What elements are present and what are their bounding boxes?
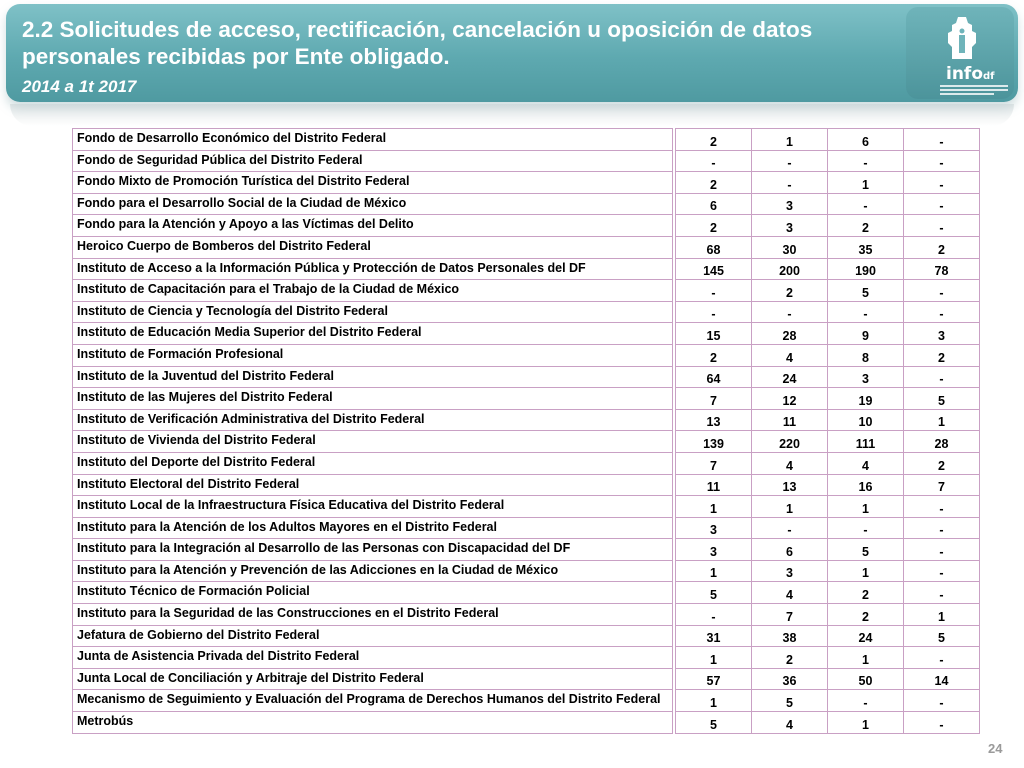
value-cell: - — [904, 215, 980, 237]
value-cell: 14 — [904, 668, 980, 690]
value-cell: - — [904, 647, 980, 669]
entity-name-cell: Fondo para el Desarrollo Social de la Ciudad de México — [73, 193, 673, 215]
entity-name-cell: Heroico Cuerpo de Bomberos del Distrito Federal — [73, 236, 673, 258]
value-cell: 3 — [676, 517, 752, 539]
value-cell: 5 — [752, 690, 828, 712]
value-cell: 68 — [676, 236, 752, 258]
table-row — [73, 582, 980, 604]
value-cell: - — [904, 539, 980, 561]
value-cell: 10 — [828, 409, 904, 431]
value-cell: 2 — [676, 129, 752, 151]
entity-name-cell: Fondo Mixto de Promoción Turística del Distrito Federal — [73, 172, 673, 194]
logo-fine-print — [940, 85, 1008, 97]
value-cell: 1 — [676, 496, 752, 518]
value-cell: 2 — [828, 604, 904, 626]
value-cell: 3 — [676, 539, 752, 561]
logo-wordmark: infodf — [946, 64, 995, 84]
value-cell: - — [828, 690, 904, 712]
table-row — [73, 625, 980, 647]
value-cell: 1 — [676, 560, 752, 582]
value-cell: 3 — [752, 193, 828, 215]
value-cell: 57 — [676, 668, 752, 690]
table-row — [73, 690, 980, 712]
value-cell: 28 — [904, 431, 980, 453]
value-cell: 28 — [752, 323, 828, 345]
table-row — [73, 366, 980, 388]
table-row — [73, 560, 980, 582]
value-cell: - — [676, 604, 752, 626]
value-cell: - — [904, 129, 980, 151]
value-cell: 1 — [828, 560, 904, 582]
entity-name-cell: Instituto para la Atención de los Adultos Mayores en el Distrito Federal — [73, 517, 673, 539]
value-cell: - — [752, 172, 828, 194]
value-cell: 2 — [676, 344, 752, 366]
entity-name-cell: Metrobús — [73, 712, 673, 734]
entity-name-cell: Fondo de Seguridad Pública del Distrito Federal — [73, 150, 673, 172]
table-row — [73, 150, 980, 172]
entity-name-cell: Instituto Local de la Infraestructura Física Educativa del Distrito Federal — [73, 496, 673, 518]
table-row — [73, 496, 980, 518]
value-cell: 7 — [676, 388, 752, 410]
value-cell: 24 — [828, 625, 904, 647]
table-row — [73, 474, 980, 496]
page-number: 24 — [988, 741, 1003, 756]
value-cell: 1 — [828, 496, 904, 518]
value-cell: 5 — [676, 582, 752, 604]
table-row — [73, 129, 980, 151]
value-cell: 11 — [676, 474, 752, 496]
value-cell: 200 — [752, 258, 828, 280]
value-cell: 5 — [904, 388, 980, 410]
value-cell: 1 — [752, 129, 828, 151]
value-cell: 1 — [828, 647, 904, 669]
value-cell: 111 — [828, 431, 904, 453]
entity-name-cell: Instituto de la Juventud del Distrito Federal — [73, 366, 673, 388]
info-df-logo — [906, 7, 1014, 99]
table-row — [73, 452, 980, 474]
value-cell: 36 — [752, 668, 828, 690]
entity-name-cell: Fondo de Desarrollo Económico del Distrito Federal — [73, 129, 673, 151]
value-cell: 6 — [828, 129, 904, 151]
table-row — [73, 172, 980, 194]
entity-name-cell: Instituto Técnico de Formación Policial — [73, 582, 673, 604]
value-cell: 1 — [828, 712, 904, 734]
table-row — [73, 193, 980, 215]
value-cell: 12 — [752, 388, 828, 410]
value-cell: 2 — [752, 280, 828, 302]
value-cell: 9 — [828, 323, 904, 345]
table-row — [73, 409, 980, 431]
value-cell: - — [752, 301, 828, 323]
table-row — [73, 647, 980, 669]
value-cell: 7 — [676, 452, 752, 474]
value-cell: - — [904, 280, 980, 302]
entity-name-cell: Instituto de las Mujeres del Distrito Federal — [73, 388, 673, 410]
value-cell: 2 — [904, 452, 980, 474]
entity-name-cell: Jefatura de Gobierno del Distrito Federal — [73, 625, 673, 647]
value-cell: 2 — [676, 172, 752, 194]
value-cell: 7 — [752, 604, 828, 626]
value-cell: 38 — [752, 625, 828, 647]
value-cell: 11 — [752, 409, 828, 431]
value-cell: 1 — [676, 690, 752, 712]
value-cell: 16 — [828, 474, 904, 496]
value-cell: 6 — [752, 539, 828, 561]
table-row — [73, 301, 980, 323]
table-row — [73, 517, 980, 539]
table-row — [73, 258, 980, 280]
entity-name-cell: Junta de Asistencia Privada del Distrito Federal — [73, 647, 673, 669]
value-cell: 8 — [828, 344, 904, 366]
value-cell: 2 — [828, 215, 904, 237]
entity-name-cell: Instituto para la Atención y Prevención de las Adicciones en la Ciudad de México — [73, 560, 673, 582]
value-cell: 15 — [676, 323, 752, 345]
value-cell: 2 — [752, 647, 828, 669]
value-cell: 5 — [828, 280, 904, 302]
value-cell: - — [828, 517, 904, 539]
value-cell: 1 — [828, 172, 904, 194]
entity-name-cell: Instituto de Acceso a la Información Pública y Protección de Datos Personales del DF — [73, 258, 673, 280]
entity-name-cell: Junta Local de Conciliación y Arbitraje del Distrito Federal — [73, 668, 673, 690]
value-cell: 220 — [752, 431, 828, 453]
value-cell: - — [904, 560, 980, 582]
value-cell: 4 — [828, 452, 904, 474]
value-cell: 1 — [904, 409, 980, 431]
entity-name-cell: Instituto de Ciencia y Tecnología del Distrito Federal — [73, 301, 673, 323]
value-cell: - — [904, 690, 980, 712]
value-cell: 3 — [828, 366, 904, 388]
table-row — [73, 280, 980, 302]
value-cell: 139 — [676, 431, 752, 453]
value-cell: 2 — [904, 236, 980, 258]
value-cell: 5 — [828, 539, 904, 561]
value-cell: 50 — [828, 668, 904, 690]
entity-name-cell: Mecanismo de Seguimiento y Evaluación del Programa de Derechos Humanos del Distrito Federal — [73, 690, 673, 712]
value-cell: - — [904, 582, 980, 604]
table-row — [73, 539, 980, 561]
entity-name-cell: Instituto Electoral del Distrito Federal — [73, 474, 673, 496]
table-row — [73, 236, 980, 258]
value-cell: - — [676, 301, 752, 323]
value-cell: - — [676, 280, 752, 302]
value-cell: 3 — [904, 323, 980, 345]
entity-name-cell: Instituto de Capacitación para el Trabajo de la Ciudad de México — [73, 280, 673, 302]
value-cell: 1 — [676, 647, 752, 669]
value-cell: - — [904, 496, 980, 518]
value-cell: 4 — [752, 712, 828, 734]
value-cell: - — [904, 366, 980, 388]
value-cell: 1 — [904, 604, 980, 626]
value-cell: 64 — [676, 366, 752, 388]
value-cell: - — [904, 517, 980, 539]
value-cell: - — [828, 150, 904, 172]
table-row — [73, 344, 980, 366]
value-cell: 24 — [752, 366, 828, 388]
entity-name-cell: Instituto para la Seguridad de las Construcciones en el Distrito Federal — [73, 604, 673, 626]
value-cell: - — [904, 193, 980, 215]
value-cell: 1 — [752, 496, 828, 518]
page-subtitle: 2014 a 1t 2017 — [22, 77, 137, 96]
value-cell: 78 — [904, 258, 980, 280]
entity-name-cell: Instituto del Deporte del Distrito Federal — [73, 452, 673, 474]
table-row — [73, 215, 980, 237]
table-row — [73, 604, 980, 626]
table-row — [73, 388, 980, 410]
value-cell: 35 — [828, 236, 904, 258]
table-row — [73, 668, 980, 690]
value-cell: 5 — [904, 625, 980, 647]
entity-name-cell: Instituto para la Integración al Desarrollo de las Personas con Discapacidad del DF — [73, 539, 673, 561]
value-cell: 2 — [828, 582, 904, 604]
banner-shadow — [10, 104, 1014, 126]
entity-name-cell: Instituto de Verificación Administrativa del Distrito Federal — [73, 409, 673, 431]
value-cell: 6 — [676, 193, 752, 215]
value-cell: - — [904, 301, 980, 323]
value-cell: 3 — [752, 215, 828, 237]
value-cell: 4 — [752, 452, 828, 474]
value-cell: 4 — [752, 582, 828, 604]
value-cell: 13 — [676, 409, 752, 431]
table-row — [73, 323, 980, 345]
title-banner — [6, 4, 1018, 102]
value-cell: - — [828, 193, 904, 215]
entity-name-cell: Instituto de Educación Media Superior del Distrito Federal — [73, 323, 673, 345]
entity-name-cell: Fondo para la Atención y Apoyo a las Víctimas del Delito — [73, 215, 673, 237]
value-cell: - — [752, 517, 828, 539]
table-row — [73, 431, 980, 453]
value-cell: 145 — [676, 258, 752, 280]
value-cell: 30 — [752, 236, 828, 258]
value-cell: 190 — [828, 258, 904, 280]
value-cell: - — [828, 301, 904, 323]
value-cell: - — [904, 712, 980, 734]
value-cell: 19 — [828, 388, 904, 410]
value-cell: - — [904, 172, 980, 194]
value-cell: 7 — [904, 474, 980, 496]
value-cell: 13 — [752, 474, 828, 496]
entity-name-cell: Instituto de Formación Profesional — [73, 344, 673, 366]
requests-table — [72, 128, 980, 734]
value-cell: 2 — [904, 344, 980, 366]
entity-name-cell: Instituto de Vivienda del Distrito Federal — [73, 431, 673, 453]
value-cell: - — [752, 150, 828, 172]
value-cell: 2 — [676, 215, 752, 237]
value-cell: 31 — [676, 625, 752, 647]
value-cell: - — [904, 150, 980, 172]
value-cell: - — [676, 150, 752, 172]
value-cell: 5 — [676, 712, 752, 734]
value-cell: 3 — [752, 560, 828, 582]
value-cell: 4 — [752, 344, 828, 366]
table-row — [73, 712, 980, 734]
page-title: 2.2 Solicitudes de acceso, rectificación, cancelación u oposición de datos personales recibidas por Ente obligado. — [22, 17, 813, 69]
